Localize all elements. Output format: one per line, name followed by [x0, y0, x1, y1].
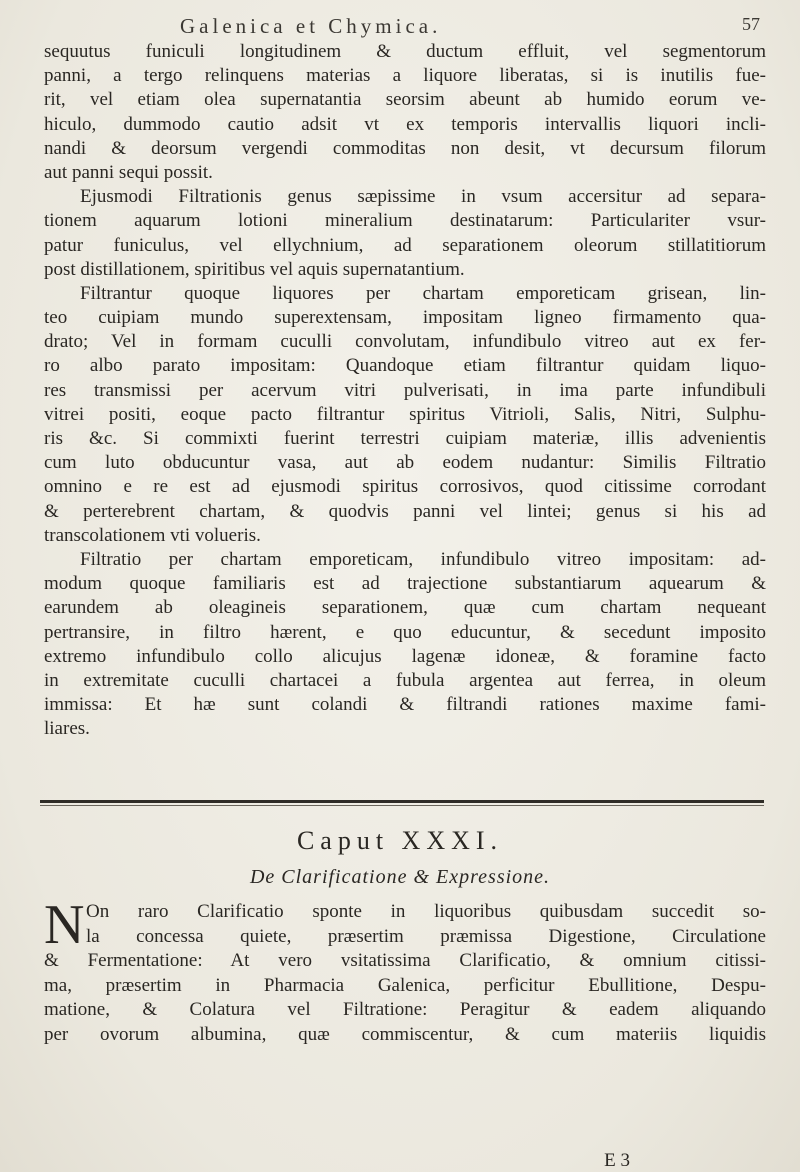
page-header	[180, 14, 760, 40]
text-line: extremo infundibulo collo alicujus lagenæ idoneæ, & foramine facto	[44, 645, 766, 667]
text-line: earundem ab oleagineis separationem, quæ cum chartam nequeant	[44, 597, 766, 619]
chapter-subtitle: De Clarificatione & Expressione.	[249, 866, 551, 888]
text-line: hiculo, dummodo cautio adsit vt ex temporis intervallis liquori incli-	[44, 113, 766, 135]
text-line: sequutus funiculi longitudinem & ductum effluit, vel segmentorum	[44, 41, 766, 62]
text-line: panni, a tergo relinquens materias a liquore liberatas, si is inutilis fue-	[44, 65, 766, 87]
text-line: ris &c. Si commixti fuerint terrestri cuipiam materiæ, illis advenientis	[44, 428, 766, 449]
drop-cap: N	[44, 894, 85, 956]
text-line: modum quoque familiaris est ad trajectione substantiarum aquearum &	[44, 573, 766, 595]
text-line: Filtrantur quoque liquores per chartam emporeticam grisean, lin-	[80, 282, 766, 304]
text-line: immissa: Et hæ sunt colandi & filtrandi rationes maxime fami-	[44, 694, 766, 716]
chapter-text-line: per ovorum albumina, quæ commiscentur, & cum materiis liquidis	[44, 1023, 766, 1045]
text-line: ro albo parato impositam: Quandoque etiam filtrantur quidam liquo-	[44, 355, 766, 377]
chapter-heading: Caput XXXI.	[296, 826, 504, 855]
section-rule	[40, 800, 764, 803]
text-line: patur funiculus, vel ellychnium, ad separationem oleorum stillatitiorum	[44, 234, 766, 256]
chapter-text-line: On raro Clarificatio sponte in liquoribus quibusdam succedit so-	[86, 901, 766, 922]
text-line: in extremitate cuculli chartacei a fubula argentea aut ferrea, in oleum	[44, 669, 766, 691]
chapter-text-line: & Fermentatione: At vero vsitatissima Clarificatio, & omnium citissi-	[44, 950, 766, 972]
catchword: E 3	[604, 1150, 630, 1171]
chapter-text-line: ma, præsertim in Pharmacia Galenica, perficitur Ebullitione, Despu-	[44, 974, 766, 996]
text-line: drato; Vel in formam cuculli convolutam, infundibulo vitreo aut ex fer-	[44, 331, 766, 353]
text-line: vitrei positi, eoque pacto filtrantur spiritus Vitrioli, Salis, Nitri, Sulphu-	[44, 403, 766, 425]
text-line: rit, vel etiam olea supernatantia seorsim abeunt ab humido eorum ve-	[44, 89, 766, 111]
chapter-text-line: matione, & Colatura vel Filtratione: Peragitur & eadem aliquando	[44, 999, 766, 1021]
text-line: liares.	[44, 718, 90, 740]
section-rule-thin	[40, 805, 764, 806]
text-line: Filtratio per chartam emporeticam, infundibulo vitreo impositam: ad-	[80, 548, 766, 570]
text-line: & perterebrent chartam, & quodvis panni vel lintei; genus si his ad	[44, 500, 766, 522]
chapter-body	[44, 894, 766, 1048]
text-line: transcolationem vti volueris.	[44, 524, 261, 546]
chapter-text-line: la concessa quiete, præsertim præmissa Digestione, Circulatione	[86, 925, 766, 947]
text-line: res transmissi per acervum vitri pulverisati, in ima parte infundibuli	[44, 379, 766, 401]
text-line: Ejusmodi Filtrationis genus sæpissime in vsum accersitur ad separa-	[80, 186, 766, 208]
running-title: Galenica et Chymica.	[180, 14, 442, 38]
text-line: pertransire, in filtro hærent, e quo educuntur, & secedunt imposito	[44, 621, 766, 643]
text-line: omnino e re est ad ejusmodi spiritus corrosivos, quod citissime corrodant	[44, 476, 766, 498]
body-text	[44, 40, 766, 741]
text-line: tionem aquarum lotioni mineralium destinatarum: Particulariter vsur-	[44, 210, 766, 232]
text-line: aut panni sequi possit.	[44, 161, 213, 183]
text-line: post distillationem, spiritibus vel aquis supernatantium.	[44, 258, 465, 280]
text-line: nandi & deorsum vergendi commoditas non desit, vt decursum filorum	[44, 137, 766, 159]
text-line: teo cuipiam mundo superextensam, impositam ligneo firmamento qua-	[44, 307, 766, 329]
page-number: 57	[742, 14, 760, 34]
text-line: cum luto obducuntur vasa, aut ab eodem nudantur: Similis Filtratio	[44, 452, 766, 474]
